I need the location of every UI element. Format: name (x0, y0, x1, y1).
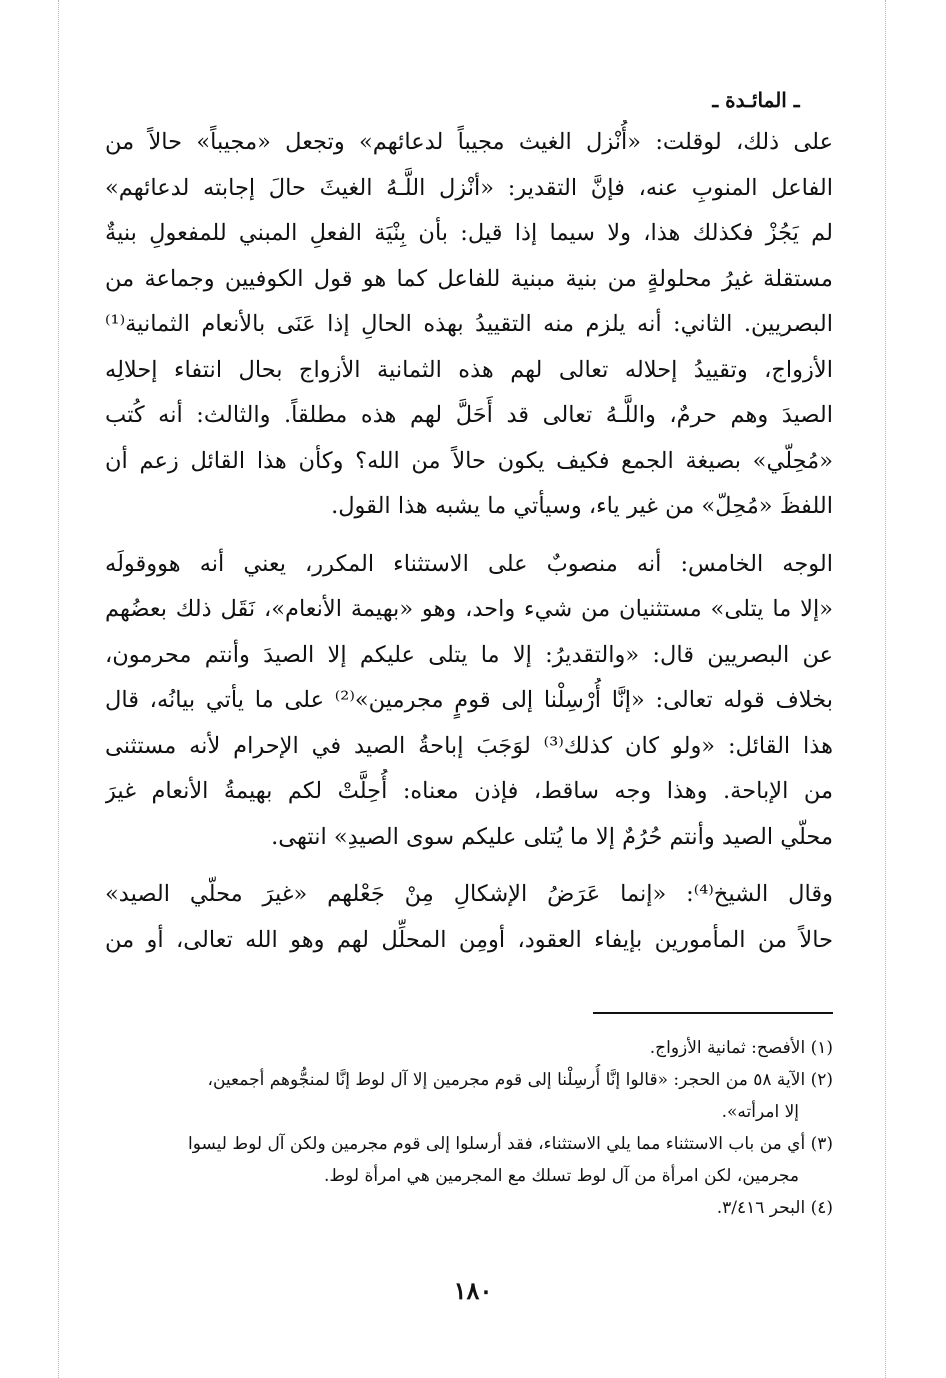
text-line: وقال الشيخ⁽⁴⁾: «إنما عَرَضُ الإشكالِ مِنْ جَعْلهم «غيرَ محلّي الصيد» (105, 881, 833, 907)
running-header: ـ المائـدة ـ (712, 88, 800, 112)
footnote-line: (٤) البحر ٣/٤١٦. (716, 1198, 833, 1218)
text-line: الوجه الخامس: أنه منصوبٌ على الاستثناء المكرر، يعني أنه هووقولَه (105, 550, 833, 577)
footnote-3 (105, 1128, 833, 1192)
paragraph-3 (105, 872, 833, 963)
footnote-divider (593, 1012, 833, 1014)
footnote-line: إلا امرأته». (721, 1102, 799, 1122)
text-line: البصريين. الثاني: أنه يلزم منه التقييدُ بهذه الحالِ إذا عَنَى بالأنعام الثمانية⁽¹⁾ (105, 311, 833, 337)
footnote-line: مجرمين، لكن امرأة من آل لوط تسلك مع المجرمين هي امرأة لوط. (323, 1166, 799, 1186)
footnotes (105, 1032, 833, 1224)
scan-margin-dots-right (885, 0, 886, 1378)
text-line: «مُحِلّي» بصيغة الجمع فكيف يكون حالاً من الله؟ وكأن هذا القائل زعم أن (105, 447, 833, 474)
text-line: على ذلك، لوقلت: «أُنْزل الغيث مجيباً لدعائهم» وتجعل «مجيباً» حالاً من (105, 129, 833, 155)
text-line: الصيدَ وهم حرمٌ، واللَّـهُ تعالى قد أَحَلَّ لهم هذه مطلقاً. والثالث: أنه كُتب (105, 402, 833, 428)
text-line: مستقلة غيرُ محلولةٍ من بنية مبنية للفاعل كما هو قول الكوفيين وجماعة من (105, 265, 833, 292)
page-number: ١٨٠ (453, 1276, 493, 1305)
text-line: الأزواج، وتقييدُ إحلاله تعالى لهم هذه الثمانية الأزواج بحال انتفاء إحلالِه (105, 356, 833, 383)
footnote-line: (١) الأفصح: ثمانية الأزواج. (649, 1038, 833, 1058)
text-line: بخلاف قوله تعالى: «إنَّا أُرْسِلْنا إلى قومٍ مجرمين»⁽²⁾ على ما يأتي بيانُه، قال (105, 687, 833, 713)
footnote-4 (105, 1192, 833, 1224)
paragraph-2 (105, 542, 833, 861)
text-line: هذا القائل: «ولو كان كذلك⁽³⁾ لوَجَبَ إباحةُ الصيد في الإحرام لأنه مستثنى (105, 732, 833, 759)
text-line: من الإباحة. وهذا وجه ساقط، فإذن معناه: أُحِلَّتْ لكم بهيمةُ الأنعام غيرَ (105, 778, 833, 804)
scan-margin-dots-left (58, 0, 59, 1378)
footnote-line: (٢) الآية ٥٨ من الحجر: «قالوا إنَّا أُرسِلْنا إلى قوم مجرمين إلا آل لوط إنَّا لمنجُّوهم أجمعين، (207, 1070, 833, 1090)
paragraph-1 (105, 120, 833, 530)
text-line: لم يَجُزْ فكذلك هذا، ولا سيما إذا قيل: بأن بِنْيَة الفعلِ المبني للمفعولِ بنيةٌ (105, 220, 833, 246)
text-line: الفاعل المنوبِ عنه، فإنَّ التقدير: «أنْزل اللَّـهُ الغيثَ حالَ إجابته لدعائهم» (105, 174, 833, 201)
text-line: محلّي الصيد وأنتم حُرُمٌ إلا ما يُتلى عليكم سوى الصيدِ» انتهى. (271, 823, 833, 850)
text-line: اللفظَ «مُحِلّ» من غير ياء، وسيأتي ما يشبه هذا القول. (331, 493, 833, 519)
footnote-line: (٣) أي من باب الاستثناء مما يلي الاستثناء، فقد أرسلوا إلى قوم مجرمين ولكن آل لوط ليسوا (187, 1134, 833, 1154)
footnote-1 (105, 1032, 833, 1064)
footnote-2 (105, 1064, 833, 1128)
main-text (105, 120, 833, 963)
text-line: حالاً من المأمورين بإيفاء العقود، أومِن المحلِّل لهم وهو الله تعالى، أو من (105, 926, 833, 953)
text-line: عن البصريين قال: «والتقديرُ: إلا ما يتلى عليكم إلا الصيدَ وأنتم محرمون، (105, 641, 833, 668)
text-line: «إلا ما يتلى» مستثنيان من شيء واحد، وهو «بهيمة الأنعام»، نَقَل ذلك بعضُهم (105, 596, 833, 622)
